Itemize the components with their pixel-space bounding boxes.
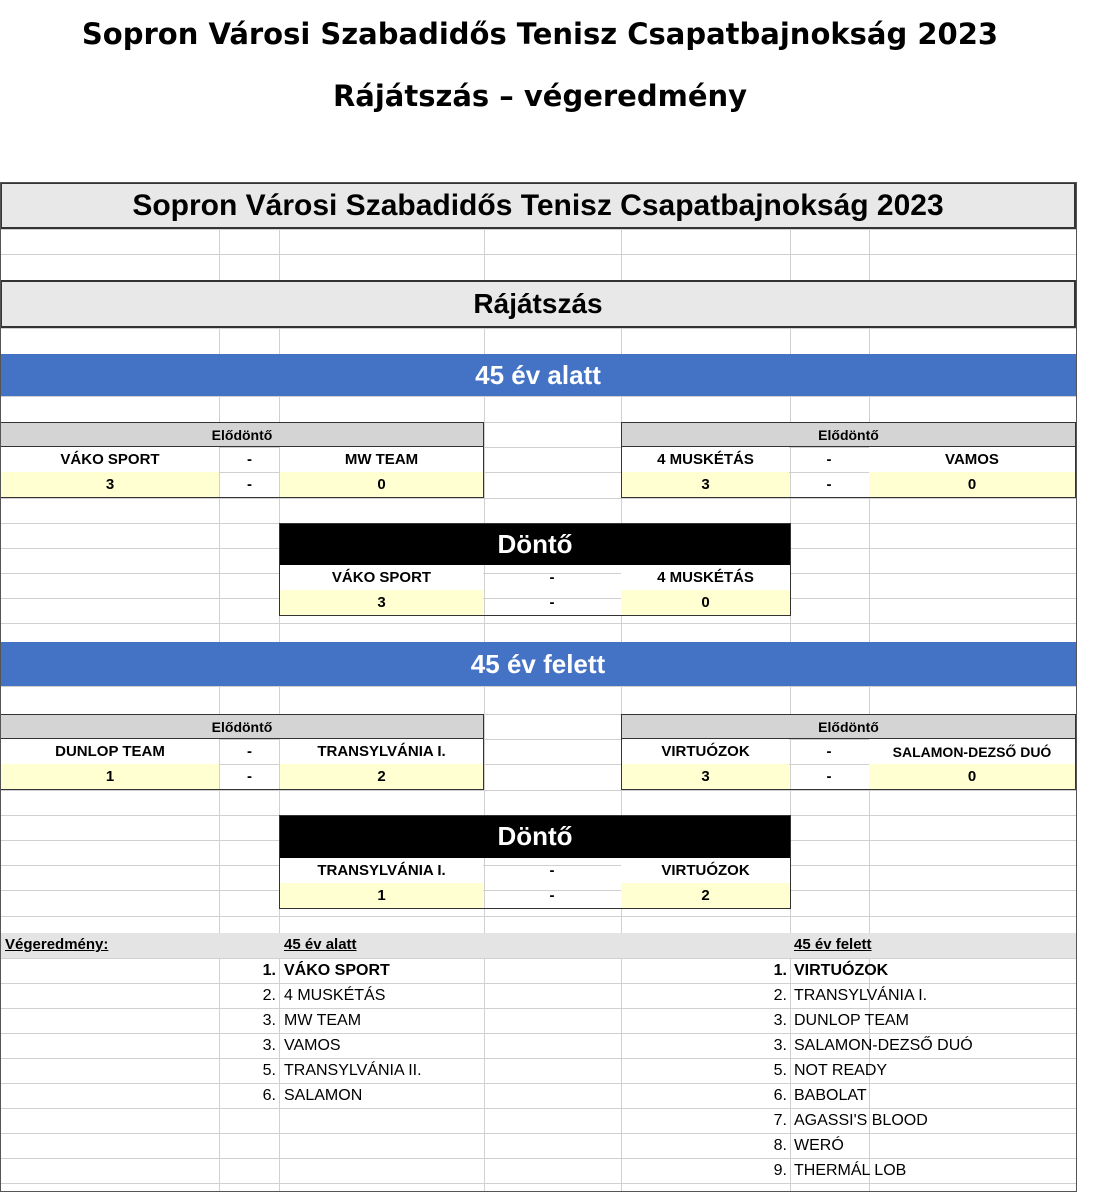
semifinal-header: Elődöntő — [0, 714, 484, 739]
gridline — [0, 1133, 1076, 1134]
score: 0 — [621, 590, 790, 615]
standing-rank: 9. — [773, 1162, 787, 1179]
semifinal-header: Elődöntő — [621, 422, 1076, 447]
section-header-over45: 45 év felett — [0, 642, 1076, 686]
spreadsheet — [0, 182, 1080, 1192]
team-name: 4 MUSKÉTÁS — [622, 447, 789, 472]
team-name: VÁKO SPORT — [1, 447, 219, 472]
score: 1 — [280, 883, 483, 908]
gridline — [0, 396, 1076, 397]
dash: - — [247, 768, 252, 785]
standing-team: AGASSI'S BLOOD — [794, 1112, 928, 1129]
standing-rank: 7. — [773, 1112, 787, 1129]
dash: - — [247, 476, 252, 493]
standing-team: VÁKO SPORT — [284, 962, 390, 979]
gridline — [0, 1158, 1076, 1159]
team-name: TRANSYLVÁNIA I. — [280, 858, 483, 883]
dash: - — [826, 451, 832, 468]
standing-team: 4 MUSKÉTÁS — [284, 987, 386, 1004]
dash: - — [247, 743, 252, 760]
standing-rank: 2. — [262, 987, 276, 1004]
dash: - — [549, 862, 555, 879]
gridline — [0, 328, 1076, 329]
standing-rank: 6. — [773, 1087, 787, 1104]
standing-team: TRANSYLVÁNIA I. — [794, 987, 928, 1004]
standings-over45-label: 45 év felett — [794, 936, 872, 953]
final-header: Döntő — [279, 815, 791, 858]
standing-team: SALAMON — [284, 1087, 363, 1104]
standing-rank: 1. — [262, 962, 276, 979]
dash: - — [549, 887, 555, 904]
score: 2 — [280, 764, 483, 789]
standing-team: VAMOS — [284, 1037, 341, 1054]
standing-team: MW TEAM — [284, 1012, 362, 1029]
score: 1 — [1, 764, 219, 789]
standing-rank: 8. — [773, 1137, 787, 1154]
section-header-under45: 45 év alatt — [0, 354, 1076, 396]
playoff-banner: Rájátszás — [0, 280, 1076, 328]
team-name: VAMOS — [869, 447, 1075, 472]
gridline — [0, 1058, 1076, 1059]
team-name: VIRTUÓZOK — [621, 858, 790, 883]
team-name: VIRTUÓZOK — [622, 739, 789, 764]
score: 3 — [1, 472, 219, 497]
semifinal-header: Elődöntő — [0, 422, 484, 447]
standing-rank: 1. — [773, 962, 787, 979]
dash: - — [549, 594, 555, 611]
standing-rank: 3. — [773, 1037, 787, 1054]
standing-team: WERÓ — [794, 1137, 844, 1154]
dash: - — [549, 569, 555, 586]
standing-rank: 3. — [262, 1012, 276, 1029]
team-name: 4 MUSKÉTÁS — [621, 565, 790, 590]
score: 3 — [622, 764, 789, 789]
team-name: MW TEAM — [280, 447, 483, 472]
dash: - — [826, 768, 832, 785]
semifinal-header: Elődöntő — [621, 714, 1076, 739]
standing-team: DUNLOP TEAM — [794, 1012, 909, 1029]
score: 0 — [869, 764, 1075, 789]
standing-rank: 3. — [773, 1012, 787, 1029]
gridline — [0, 229, 1076, 230]
dash: - — [247, 451, 252, 468]
page-subtitle: Rájátszás – végeredmény — [332, 79, 748, 113]
gridline — [0, 498, 1076, 499]
gridline — [0, 1183, 1076, 1184]
standings-label: Végeredmény: — [5, 936, 109, 953]
score: 3 — [280, 590, 483, 615]
standing-team: BABOLAT — [794, 1087, 867, 1104]
team-name: SALAMON-DEZSŐ DUÓ — [869, 739, 1075, 764]
score: 2 — [621, 883, 790, 908]
dash: - — [826, 743, 832, 760]
score: 0 — [869, 472, 1075, 497]
standing-team: SALAMON-DEZSŐ DUÓ — [794, 1037, 973, 1054]
sheet-banner: Sopron Városi Szabadidős Tenisz Csapatbajnokság 2023 — [0, 182, 1076, 229]
gridline — [0, 254, 1076, 255]
team-name: VÁKO SPORT — [280, 565, 483, 590]
standing-team: NOT READY — [794, 1062, 888, 1079]
gridline — [0, 958, 1076, 959]
team-name: DUNLOP TEAM — [1, 739, 219, 764]
standings-header-row — [0, 933, 1076, 958]
gridline — [0, 790, 1076, 791]
page-title: Sopron Városi Szabadidős Tenisz Csapatbajnokság 2023 — [81, 17, 999, 51]
score: 3 — [622, 472, 789, 497]
standing-rank: 6. — [262, 1087, 276, 1104]
standing-rank: 5. — [262, 1062, 276, 1079]
final-header: Döntő — [279, 523, 791, 565]
standings-under45-label: 45 év alatt — [284, 936, 357, 953]
gridline — [0, 916, 1076, 917]
gridline — [0, 686, 1076, 687]
team-name: TRANSYLVÁNIA I. — [280, 739, 483, 764]
gridline — [0, 1083, 1076, 1084]
gridline — [0, 623, 1076, 624]
standing-rank: 3. — [262, 1037, 276, 1054]
standing-team: VIRTUÓZOK — [794, 962, 889, 979]
standing-team: THERMÁL LOB — [794, 1162, 907, 1179]
standing-rank: 2. — [773, 987, 787, 1004]
score: 0 — [280, 472, 483, 497]
standing-team: TRANSYLVÁNIA II. — [284, 1062, 422, 1079]
gridline — [0, 1008, 1076, 1009]
standing-rank: 5. — [773, 1062, 787, 1079]
dash: - — [826, 476, 832, 493]
